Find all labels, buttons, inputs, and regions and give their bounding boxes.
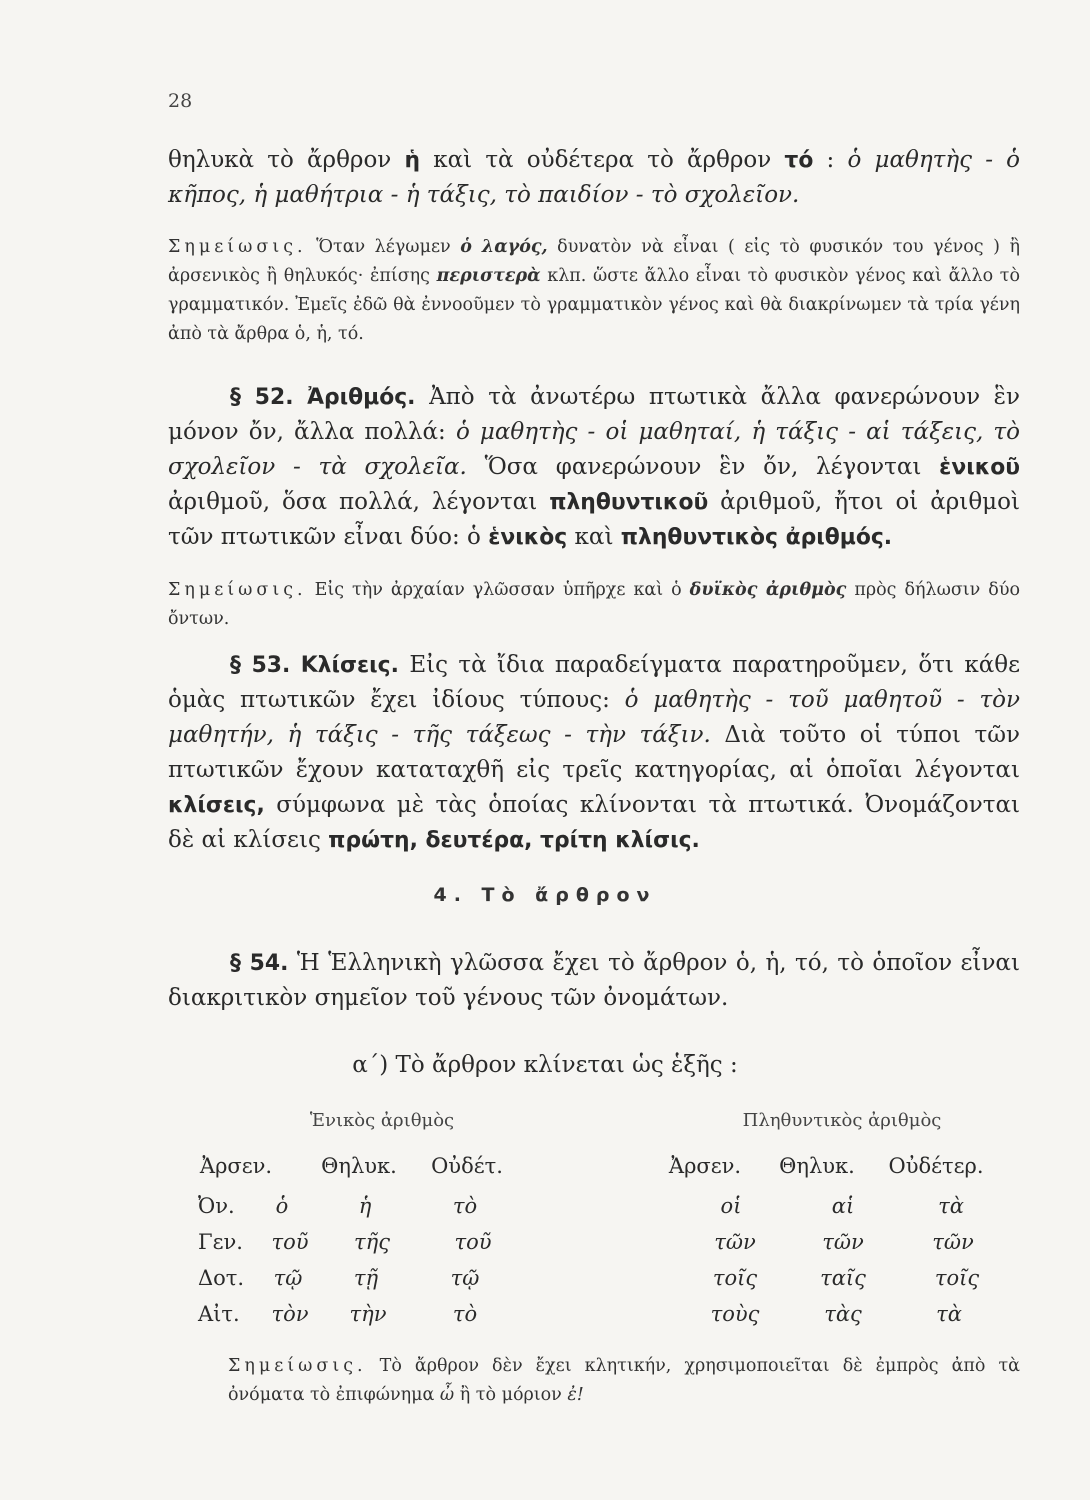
form-cell: τῶν <box>932 1230 974 1254</box>
form-cell: τοῦ <box>454 1230 492 1254</box>
form-cell: τὸν <box>271 1302 309 1326</box>
form-cell: ὁ <box>275 1194 289 1218</box>
form-cell: τὰς <box>824 1302 862 1326</box>
header-sg-neut: Οὐδέτ. <box>431 1154 503 1178</box>
form-cell: ταῖς <box>820 1266 866 1290</box>
case-label: Γεν. <box>198 1230 243 1254</box>
header-pl-masc: Ἀρσεν. <box>668 1154 742 1178</box>
singular-title: Ἑνικὸς ἀριθμὸς <box>309 1110 455 1131</box>
case-label: Αἰτ. <box>198 1302 240 1326</box>
header-sg-masc: Ἀρσεν. <box>199 1154 273 1178</box>
form-cell: αἱ <box>831 1194 855 1218</box>
case-label: Δοτ. <box>198 1266 245 1290</box>
header-pl-neut: Οὐδέτερ. <box>888 1154 984 1178</box>
form-cell: τῶν <box>714 1230 756 1254</box>
form-cell: τῆς <box>354 1230 390 1254</box>
form-cell: τοῦ <box>271 1230 309 1254</box>
form-cell: τοὺς <box>710 1302 760 1326</box>
form-cell: οἱ <box>720 1194 742 1218</box>
header-sg-fem: Θηλυκ. <box>321 1154 397 1178</box>
note-gender: Σημείωσις. Ὅταν λέγωμεν ὁ λαγός, δυνατὸν νὰ εἶναι ( εἰς τὸ φυσικόν του γένος ) ἢ ἀρσενικὸς ἢ θηλυκός· ἐπίσης περιστερὰ κλπ. ὥστε ἄλλο εἶναι τὸ φυσικὸν γένος καὶ ἄλλο τὸ γραμματικόν. Ἐμεῖς ἐδῶ θὰ ἐννοοῦμεν τὸ γραμματικὸν γένος καὶ θὰ διακρίνωμεν τὰ τρία γένη ἀπὸ τὰ ἄρθρα ὁ, ἡ, τό. <box>168 237 1021 344</box>
form-cell: τῶν <box>822 1230 864 1254</box>
form-cell: τοῖς <box>712 1266 758 1290</box>
header-pl-fem: Θηλυκ. <box>779 1154 855 1178</box>
form-cell: τῷ <box>273 1266 303 1290</box>
form-cell: τῇ <box>353 1266 379 1290</box>
form-cell: τὰ <box>936 1302 962 1326</box>
chapter-heading: 4. Τὸ ἄρθρον <box>433 884 657 906</box>
section-54: § 54. Ἡ Ἑλληνικὴ γλῶσσα ἔχει τὸ ἄρθρον ὁ, ἡ, τό, τὸ ὁποῖον εἶναι διακριτικὸν σημεῖον τοῦ γένους τῶν ὀνομάτων. <box>168 950 1020 1011</box>
declension-intro: α΄) Τὸ ἄρθρον κλίνεται ὡς ἑξῆς : <box>352 1052 738 1078</box>
section-52: § 52. Ἀριθμός. Ἀπὸ τὰ ἀνωτέρω πτωτικὰ ἄλλα φανερώνουν ἓν μόνον ὄν, ἄλλα πολλά: ὁ μαθητὴς - οἱ μαθηταί, ἡ τάξις - αἱ τάξεις, τὸ σχολεῖον - τὰ σχολεῖα. Ὅσα φανερώνουν ἓν ὄν, λέγονται ἑνικοῦ ἀριθμοῦ, ὅσα πολλά, λέγονται πληθυντικοῦ ἀριθμοῦ, ἤτοι οἱ ἀριθμοὶ τῶν πτωτικῶν εἶναι δύο: ὁ ἑνικὸς καὶ πληθυντικὸς ἀριθμός. <box>168 384 1021 550</box>
form-cell: τὰ <box>938 1194 964 1218</box>
form-cell: τῷ <box>450 1266 480 1290</box>
note-vocative: Σημείωσις. Τὸ ἄρθρον δὲν ἔχει κλητικήν, χρησιμοποιεῖται δὲ ἐμπρὸς ἀπὸ τὰ ὀνόματα τὸ ἐπιφώνημα ὦ ἢ τὸ μόριον ἐ! <box>228 1356 1020 1405</box>
form-cell: τοῖς <box>934 1266 980 1290</box>
form-cell: τὴν <box>349 1302 387 1326</box>
page-number: 28 <box>168 90 193 112</box>
note-dual: Σημείωσις. Εἰς τὴν ἀρχαίαν γλῶσσαν ὑπῆρχε καὶ ὁ δυϊκὸς ἀριθμὸς πρὸς δήλωσιν δύο ὄντων. <box>168 580 1020 629</box>
form-cell: τὸ <box>452 1302 478 1326</box>
paragraph-intro: θηλυκὰ τὸ ἄρθρον ἡ καὶ τὰ οὐδέτερα τὸ ἄρθρον τό : ὁ μαθητὴς - ὁ κῆπος, ἡ μαθήτρια - ἡ τάξις, τὸ παιδίον - τὸ σχολεῖον. <box>168 147 1021 208</box>
form-cell: τὸ <box>452 1194 478 1218</box>
plural-title: Πληθυντικὸς ἀριθμὸς <box>742 1110 942 1131</box>
section-53: § 53. Κλίσεις. Εἰς τὰ ἴδια παραδείγματα παρατηροῦμεν, ὅτι κάθε ὁμὰς πτωτικῶν ἔχει ἰδίους τύπους: ὁ μαθητὴς - τοῦ μαθητοῦ - τὸν μαθητήν, ἡ τάξις - τῆς τάξεως - τὴν τάξιν. Διὰ τοῦτο οἱ τύποι τῶν πτωτικῶν ἔχουν καταταχθῆ εἰς τρεῖς κατηγορίας, αἱ ὁποῖαι λέγονται κλίσεις, σύμφωνα μὲ τὰς ὁποίας κλίνονται τὰ πτωτικά. Ὀνομάζονται δὲ αἱ κλίσεις πρώτη, δευτέρα, τρίτη κλίσις. <box>168 652 1021 853</box>
case-label: Ὀν. <box>198 1194 235 1218</box>
form-cell: ἡ <box>358 1194 372 1218</box>
